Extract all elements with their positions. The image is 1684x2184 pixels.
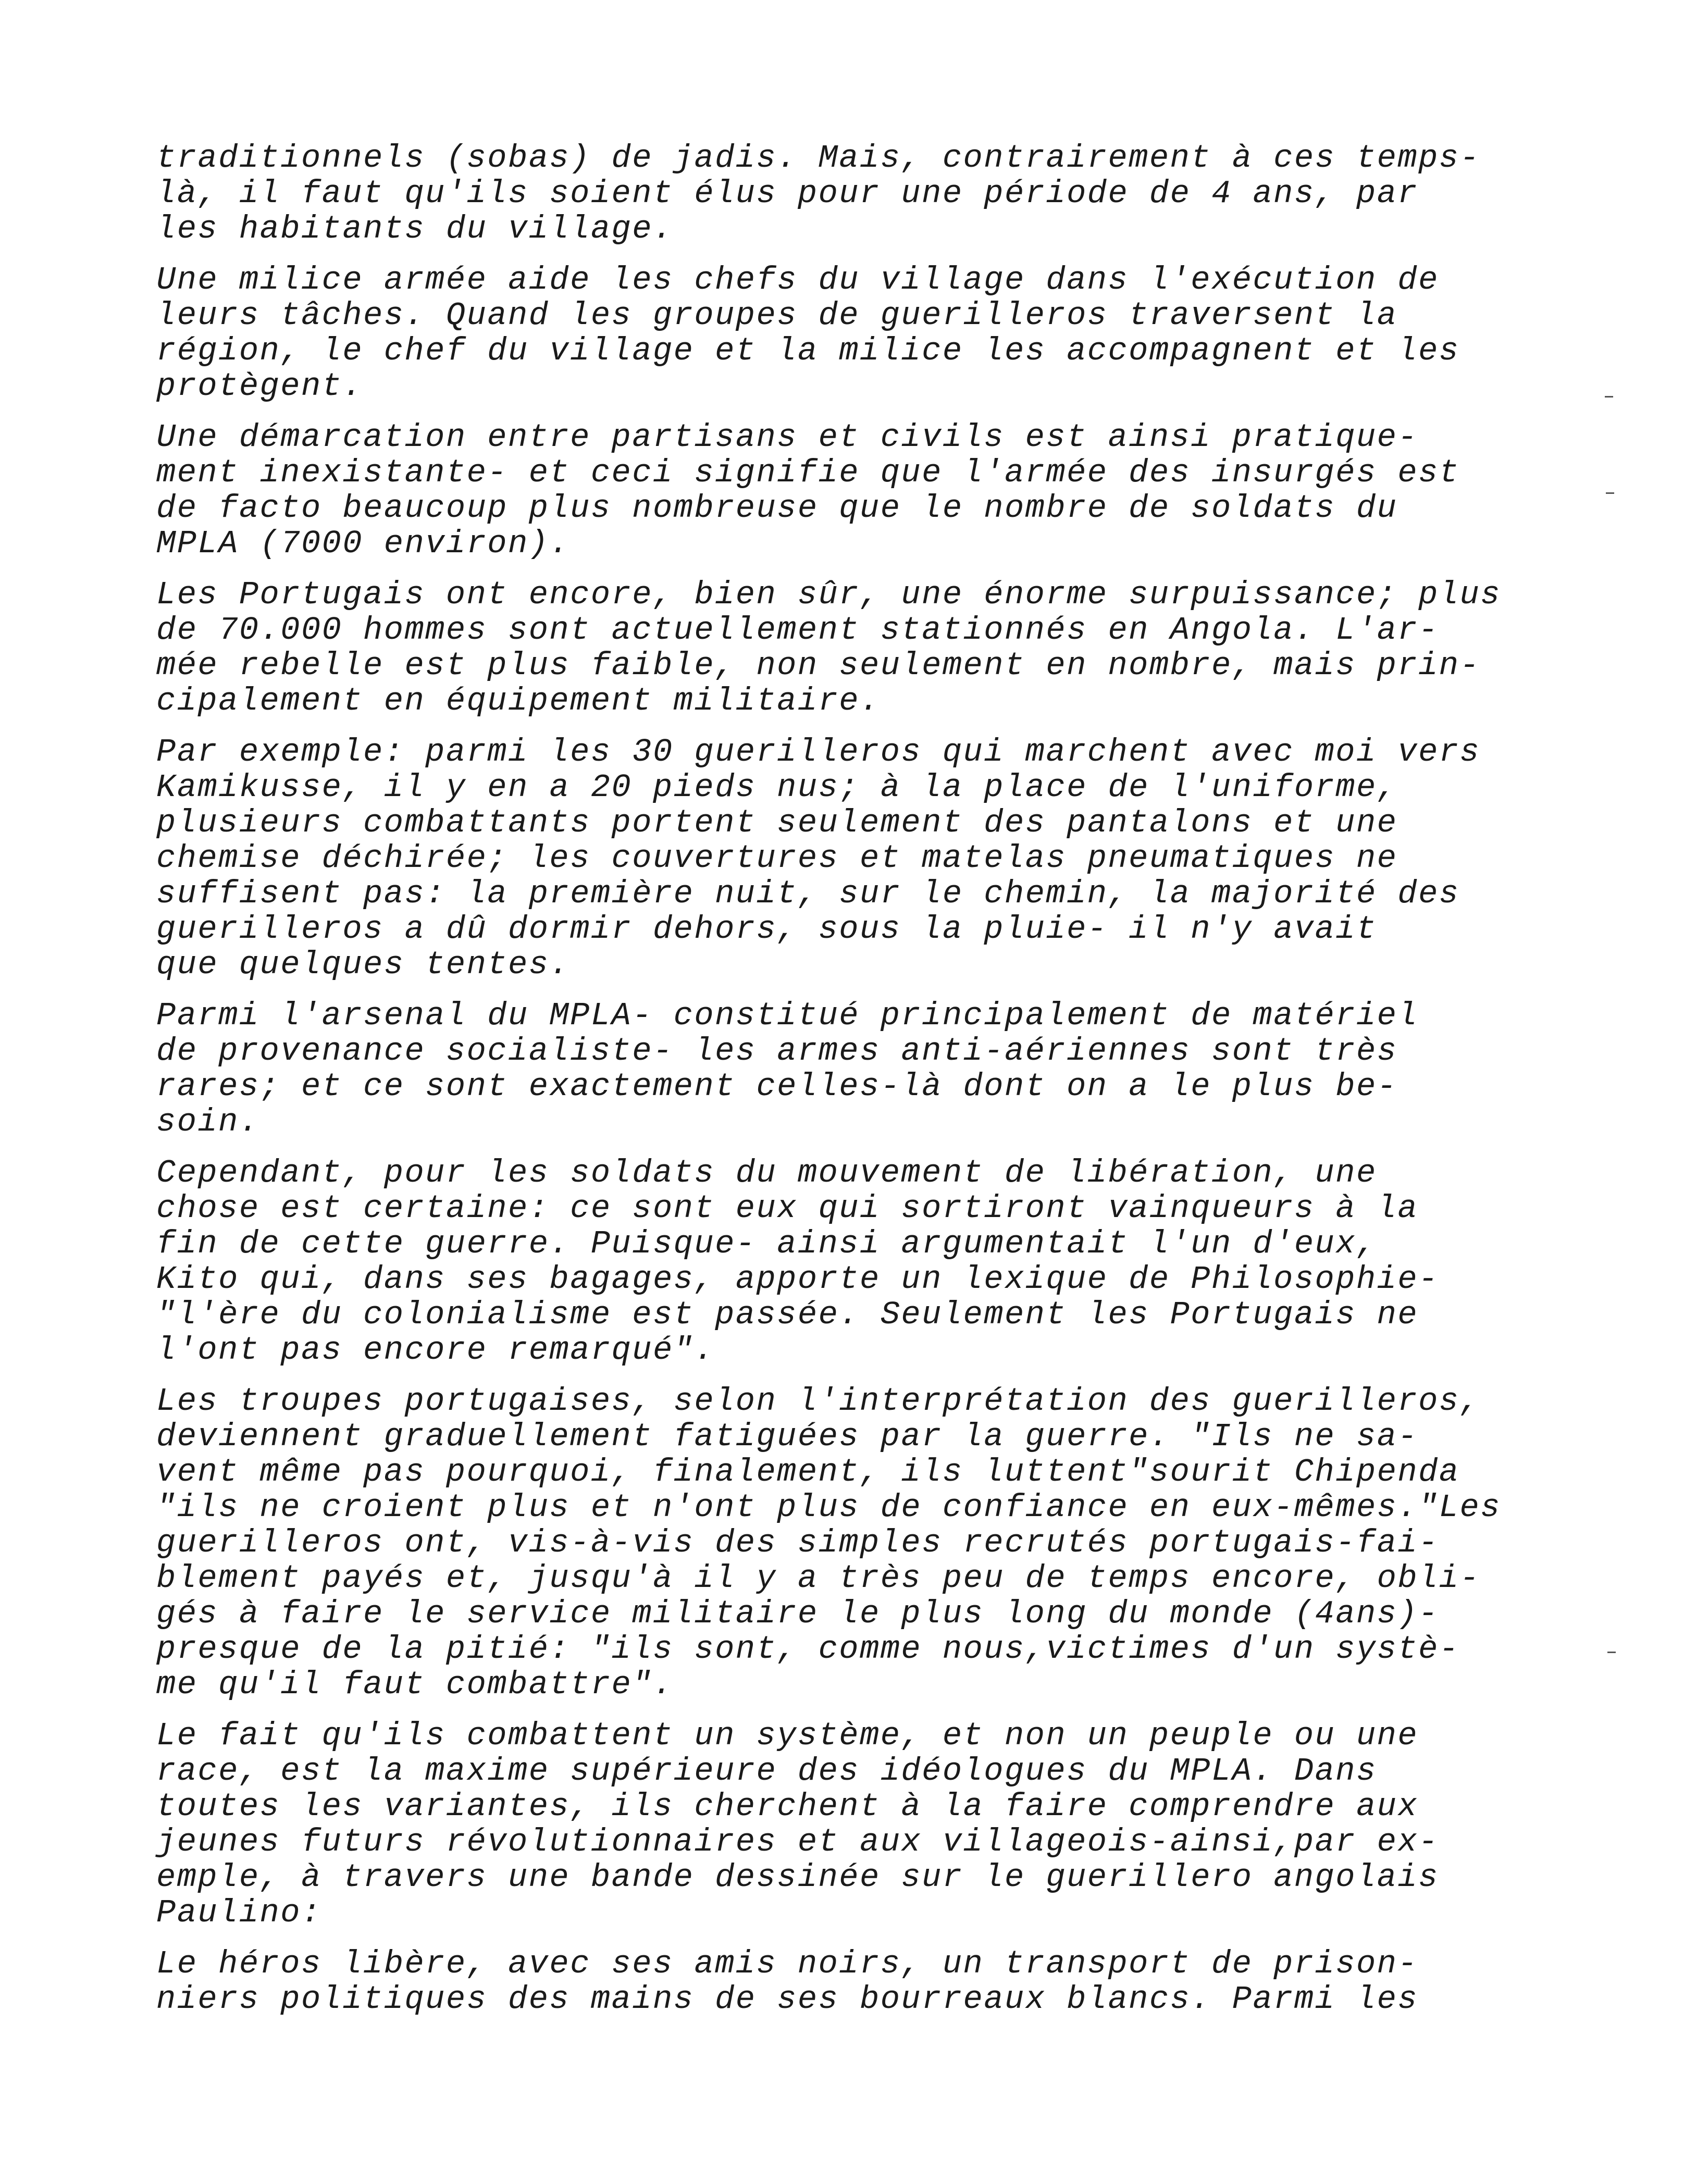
text-line: suffisent pas: la première nuit, sur le chemin, la majorité des	[156, 875, 1460, 912]
text-line: toutes les variantes, ils cherchent à la faire comprendre aux	[156, 1788, 1419, 1825]
text-line: mée rebelle est plus faible, non seulement en nombre, mais prin-	[156, 647, 1481, 684]
paragraph-6	[156, 998, 1521, 1140]
text-line: les habitants du village.	[156, 210, 674, 247]
paragraph-8	[156, 1384, 1521, 1703]
text-line: rares; et ce sont exactement celles-là dont on a le plus be-	[156, 1068, 1398, 1105]
paragraph-7	[156, 1156, 1521, 1368]
margin-mark	[1607, 1652, 1616, 1653]
text-line: Parmi l'arsenal du MPLA- constitué principalement de matériel	[156, 997, 1419, 1034]
text-line: ment inexistante- et ceci signifie que l'armée des insurgés est	[156, 454, 1460, 491]
paragraph-3	[156, 420, 1521, 562]
text-line: que quelques tentes.	[156, 946, 571, 983]
text-line: de 70.000 hommes sont actuellement stationnés en Angola. L'ar-	[156, 612, 1439, 649]
text-line: là, il faut qu'ils soient élus pour une période de 4 ans, par	[156, 175, 1419, 212]
paragraph-5	[156, 735, 1521, 983]
text-line: Les troupes portugaises, selon l'interprétation des guerilleros,	[156, 1383, 1481, 1420]
paragraph-4	[156, 577, 1521, 719]
text-line: guerilleros ont, vis-à-vis des simples recrutés portugais-fai-	[156, 1524, 1439, 1561]
text-line: niers politiques des mains de ses bourreaux blancs. Parmi les	[156, 1981, 1419, 2018]
text-line: Kamikusse, il y en a 20 pieds nus; à la place de l'uniforme,	[156, 769, 1398, 806]
text-line: chemise déchirée; les couvertures et matelas pneumatiques ne	[156, 840, 1398, 877]
text-line: Les Portugais ont encore, bien sûr, une énorme surpuissance; plus	[156, 576, 1501, 613]
text-line: vent même pas pourquoi, finalement, ils luttent"sourit Chipenda	[156, 1454, 1460, 1491]
text-line: MPLA (7000 environ).	[156, 525, 571, 562]
text-line: "ils ne croient plus et n'ont plus de confiance en eux-mêmes."Les	[156, 1489, 1501, 1526]
text-line: fin de cette guerre. Puisque- ainsi argumentait l'un d'eux,	[156, 1225, 1377, 1262]
text-line: jeunes futurs révolutionnaires et aux villageois-ainsi,par ex-	[156, 1823, 1439, 1860]
text-line: Une démarcation entre partisans et civils est ainsi pratique-	[156, 419, 1419, 456]
text-line: protègent.	[156, 368, 364, 405]
typewritten-text	[156, 141, 1521, 2033]
text-line: de facto beaucoup plus nombreuse que le nombre de soldats du	[156, 490, 1398, 527]
text-line: presque de la pitié: "ils sont, comme nous,victimes d'un systè-	[156, 1631, 1460, 1668]
text-line: Kito qui, dans ses bagages, apporte un lexique de Philosophie-	[156, 1261, 1439, 1298]
text-line: Paulino:	[156, 1894, 322, 1931]
text-line: emple, à travers une bande dessinée sur le guerillero angolais	[156, 1859, 1439, 1896]
text-line: guerilleros a dû dormir dehors, sous la pluie- il n'y avait	[156, 911, 1377, 948]
text-line: "l'ère du colonialisme est passée. Seulement les Portugais ne	[156, 1296, 1419, 1333]
paragraph-2	[156, 263, 1521, 404]
text-line: Par exemple: parmi les 30 guerilleros qui marchent avec moi vers	[156, 734, 1481, 771]
paragraph-10	[156, 1946, 1521, 2017]
text-line: Cependant, pour les soldats du mouvement de libération, une	[156, 1155, 1377, 1192]
text-line: région, le chef du village et la milice les accompagnent et les	[156, 332, 1460, 369]
text-line: deviennent graduellement fatiguées par la guerre. "Ils ne sa-	[156, 1418, 1419, 1455]
text-line: race, est la maxime supérieure des idéologues du MPLA. Dans	[156, 1753, 1377, 1790]
text-line: gés à faire le service militaire le plus long du monde (4ans)-	[156, 1595, 1439, 1632]
text-line: Le héros libère, avec ses amis noirs, un transport de prison-	[156, 1945, 1419, 1982]
text-line: Le fait qu'ils combattent un système, et non un peuple ou une	[156, 1717, 1419, 1754]
text-line: l'ont pas encore remarqué".	[156, 1332, 715, 1369]
text-line: blement payés et, jusqu'à il y a très peu de temps encore, obli-	[156, 1560, 1481, 1597]
paragraph-1	[156, 141, 1521, 247]
margin-mark	[1606, 492, 1614, 494]
text-line: leurs tâches. Quand les groupes de guerilleros traversent la	[156, 297, 1398, 334]
text-line: chose est certaine: ce sont eux qui sortiront vainqueurs à la	[156, 1190, 1419, 1227]
margin-mark	[1605, 396, 1613, 398]
text-line: cipalement en équipement militaire.	[156, 682, 881, 719]
text-line: plusieurs combattants portent seulement des pantalons et une	[156, 804, 1398, 841]
text-line: Une milice armée aide les chefs du village dans l'exécution de	[156, 262, 1439, 299]
text-line: de provenance socialiste- les armes anti-aériennes sont très	[156, 1033, 1398, 1070]
paragraph-9	[156, 1718, 1521, 1931]
text-line: traditionnels (sobas) de jadis. Mais, contrairement à ces temps-	[156, 140, 1481, 177]
text-line: me qu'il faut combattre".	[156, 1666, 674, 1703]
text-line: soin.	[156, 1103, 260, 1140]
